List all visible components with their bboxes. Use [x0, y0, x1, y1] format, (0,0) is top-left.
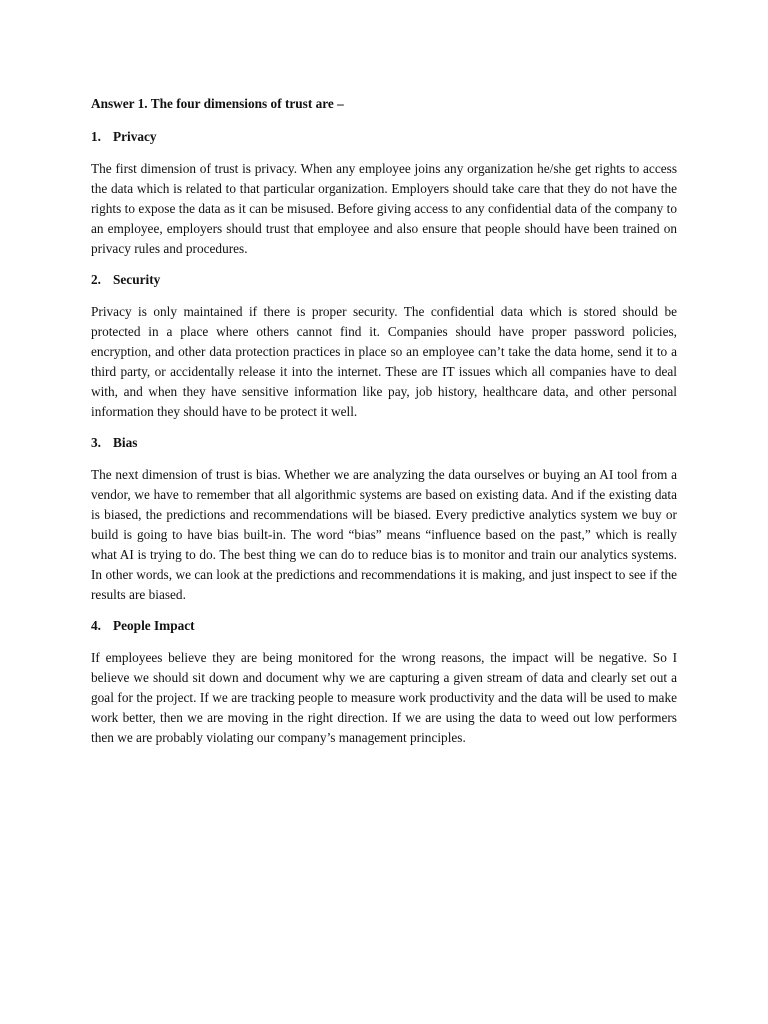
section-number: 4.: [91, 618, 101, 633]
section-people-impact: [91, 616, 677, 748]
section-title: People Impact: [113, 618, 195, 633]
section-security: [91, 270, 677, 422]
section-heading: [91, 127, 677, 147]
section-paragraph: If employees believe they are being monitored for the wrong reasons, the impact will be negative. So I believe we should sit down and document why we are capturing a given stream of data and clearly set out a goal for the project. If we are tracking people to measure work productivity and the data will be used to make work better, then we are moving in the right direction. If we are using the data to weed out low performers then we are probably violating our company’s management principles.: [91, 650, 677, 745]
section-number: 3.: [91, 435, 101, 450]
section-title: Privacy: [113, 129, 157, 144]
section-heading: [91, 433, 677, 453]
section-paragraph: The first dimension of trust is privacy. When any employee joins any organization he/she get rights to access the data which is related to that particular organization. Employers should take care that they do not have the rights to expose the data as it can be misused. Before giving access to any confidential data of the company to an employee, employers should trust that employee and also ensure that people should have been trained on privacy rules and procedures.: [91, 161, 677, 256]
section-title: Security: [113, 272, 161, 287]
section-title: Bias: [113, 435, 138, 450]
document-title: Answer 1. The four dimensions of trust are –: [91, 96, 344, 111]
section-paragraph: Privacy is only maintained if there is proper security. The confidential data which is stored should be protected in a place where others cannot find it. Companies should have proper password policies, encryption, and other data protection practices in place so an employee can’t take the data home, send it to a third party, or accidentally release it into the internet. These are IT issues which all companies have to deal with, and when they have sensitive information like pay, job history, healthcare data, and other personal information they should have to be protect it well.: [91, 304, 677, 419]
section-privacy: [91, 127, 677, 259]
section-bias: [91, 433, 677, 605]
section-number: 1.: [91, 129, 101, 144]
section-heading: [91, 270, 677, 290]
section-number: 2.: [91, 272, 101, 287]
section-heading: [91, 616, 677, 636]
section-paragraph: The next dimension of trust is bias. Whether we are analyzing the data ourselves or buying an AI tool from a vendor, we have to remember that all algorithmic systems are based on existing data. And if the existing data is biased, the predictions and recommendations will be biased. Every predictive analytics system we buy or build is going to have bias built-in. The word “bias” means “influence based on the past,” which is really what AI is trying to do. The best thing we can do to reduce bias is to monitor and train our analytics systems. In other words, we can look at the predictions and recommendations it is making, and just inspect to see if the results are biased.: [91, 467, 677, 602]
